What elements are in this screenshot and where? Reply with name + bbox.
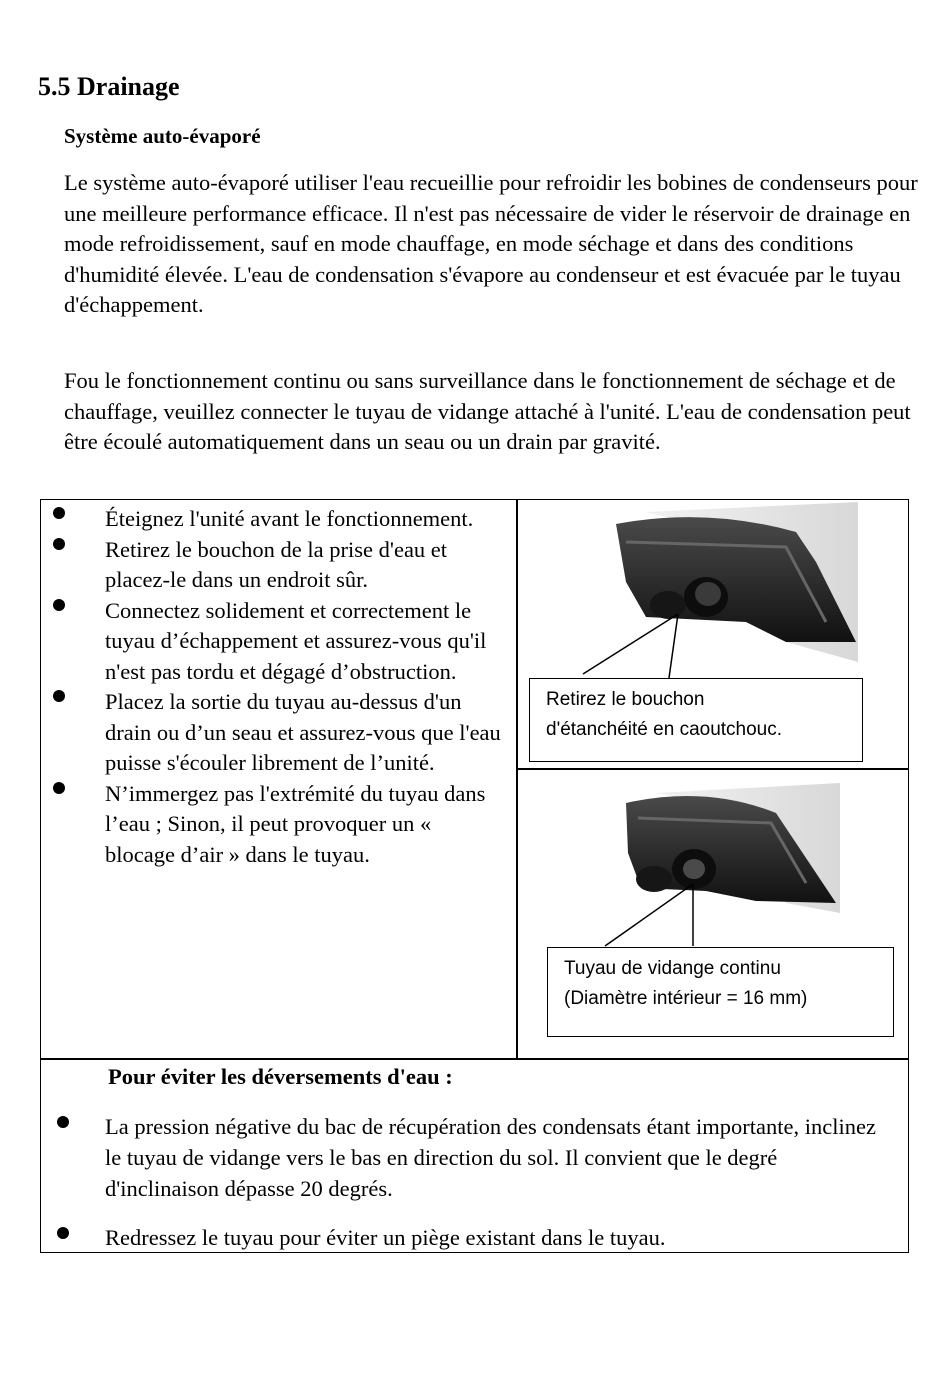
bullet-icon	[53, 690, 65, 702]
list-item: Éteignez l'unité avant le fonctionnement.	[41, 504, 505, 535]
steps-list	[41, 504, 516, 870]
callout-text: (Diamètre intérieur = 16 mm)	[564, 988, 808, 1009]
list-item: Retirez le bouchon de la prise d'eau et placez-le dans un endroit sûr.	[41, 535, 505, 596]
warning-text: La pression négative du bac de récupération des condensats étant importante, inclinez le tuyau de vidange vers le bas en direction du sol. Il convient que le degré d'inclinaison dépasse 20 degrés.	[105, 1114, 876, 1201]
callout-text: Retirez le bouchon	[546, 689, 705, 710]
table-divider-middle	[516, 768, 909, 770]
table-divider-vertical	[516, 500, 518, 1058]
callout-remove-plug	[529, 678, 863, 762]
subsection-heading: Système auto-évaporé	[64, 124, 261, 148]
callout-pointer-top	[581, 600, 701, 680]
callout-text: Tuyau de vidange continu	[564, 958, 781, 979]
callout-pointer-bottom	[601, 870, 711, 950]
callout-text: d'étanchéité en caoutchouc.	[546, 719, 783, 740]
warning-text: Redressez le tuyau pour éviter un piège existant dans le tuyau.	[105, 1225, 666, 1250]
drainage-table	[40, 499, 909, 1253]
list-item: N’immergez pas l'extrémité du tuyau dans l’eau ; Sinon, il peut provoquer un « blocage d’air » dans le tuyau.	[41, 779, 505, 871]
continuous-drain-paragraph: Fou le fonctionnement continu ou sans surveillance dans le fonctionnement de séchage et de chauffage, veuillez connecter le tuyau de vidange attaché à l'unité. L'eau de condensation peut être écoulé automatiquement dans un seau ou un drain par gravité.	[64, 368, 911, 454]
warning-title: Pour éviter les déversements d'eau :	[108, 1064, 453, 1089]
section-heading: 5.5 Drainage	[38, 72, 180, 101]
callout-drain-hose	[547, 947, 894, 1037]
bullet-icon	[53, 599, 65, 611]
bullet-icon	[53, 507, 65, 519]
bullet-icon	[53, 782, 65, 794]
bullet-icon	[53, 538, 65, 550]
intro-paragraph: Le système auto-évaporé utiliser l'eau recueillie pour refroidir les bobines de condenseurs pour une meilleure performance efficace. Il n'est pas nécessaire de vider le réservoir de drainage en mode refroidissement, sauf en mode chauffage, en mode séchage et dans des conditions d'humidité élevée. L'eau de condensation s'évapore au condenseur et est évacuée par le tuyau d'échappement.	[64, 170, 918, 317]
bullet-icon	[57, 1227, 69, 1239]
list-item: Connectez solidement et correctement le tuyau d’échappement et assurez-vous qu'il n'est pas tordu et dégagé d’obstruction.	[41, 596, 505, 688]
list-item: Placez la sortie du tuyau au-dessus d'un drain ou d’un seau et assurez-vous que l'eau puisse s'écouler librement de l’unité.	[41, 687, 505, 779]
bullet-icon	[57, 1116, 69, 1128]
table-divider-bottom	[41, 1058, 908, 1060]
